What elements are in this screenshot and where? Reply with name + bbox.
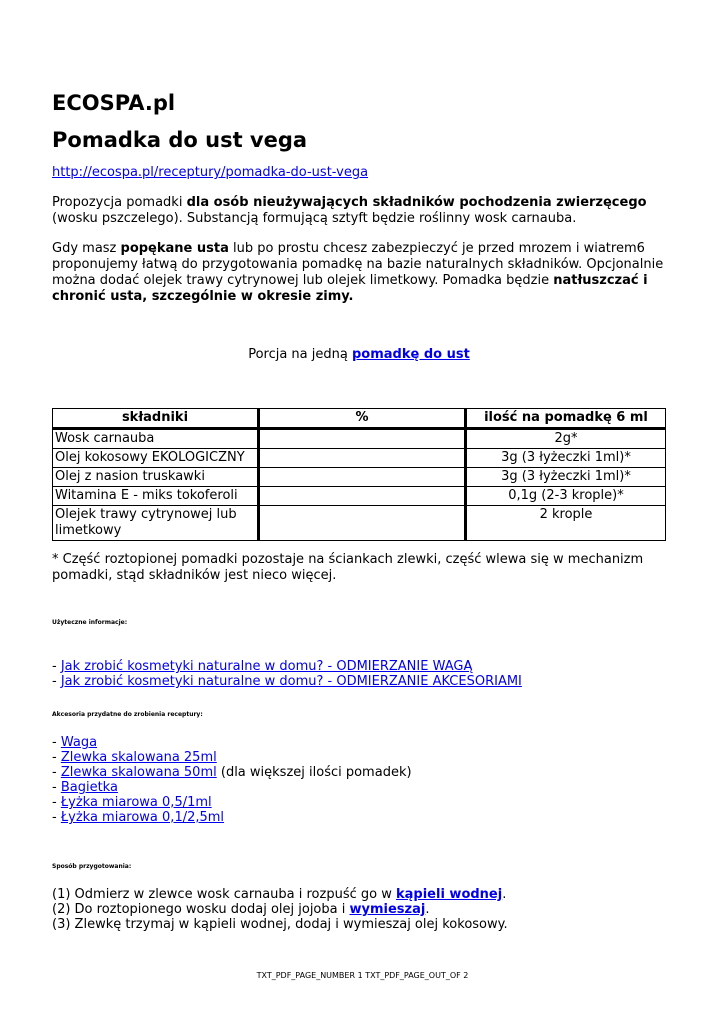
table-row (53, 487, 666, 506)
table-cell (259, 487, 466, 506)
list-item: - Bagietka (52, 780, 118, 795)
accessory-link[interactable]: Zlewka skalowana 50ml (60, 765, 217, 780)
site-title: ECOSPA.pl (52, 91, 176, 115)
table-cell: 0,1g (2-3 krople)* (466, 487, 666, 506)
table-cell: Olej kokosowy EKOLOGICZNY (53, 449, 259, 468)
method-steps-list (52, 887, 508, 932)
list-item (52, 902, 508, 917)
intro-bold-1: dla osób nieużywających składników pochodzenia zwierzęcego (186, 195, 647, 210)
list-item (52, 917, 508, 932)
step-text: (3) Zlewkę trzymaj w kąpieli wodnej, dodaj i wymieszaj olej kokosowy. (52, 917, 508, 932)
useful-link[interactable]: Jak zrobić kosmetyki naturalne w domu? - ODMIERZANIE AKCESORIAMI (60, 674, 522, 689)
list-item: - Zlewka skalowana 50ml (dla większej ilości pomadek) (52, 765, 412, 780)
table-cell (259, 449, 466, 468)
step-text: (1) Odmierz w zlewce wosk carnauba i rozpuść go w (52, 887, 396, 902)
table-cell (259, 429, 466, 449)
table-cell: Olejek trawy cytrynowej lub limetkowy (53, 506, 259, 541)
table-cell: Olej z nasion truskawki (53, 468, 259, 487)
table-cell: Witamina E - miks tokoferoli (53, 487, 259, 506)
table-row (53, 468, 666, 487)
list-item: - Jak zrobić kosmetyki naturalne w domu? - ODMIERZANIE WAGĄ (52, 659, 473, 674)
accessory-link[interactable]: Łyżka miarowa 0,1/2,5ml (60, 810, 225, 825)
footnote: * Część roztopionej pomadki pozostaje na ściankach zlewki, część wlewa się w mechanizm pomadki, stąd składników jest nieco więcej. (52, 552, 644, 583)
table-row (53, 429, 666, 449)
table-cell (259, 506, 466, 541)
table-row (53, 506, 666, 541)
portion-line (52, 347, 666, 362)
useful-links-list (52, 659, 522, 689)
step-suffix: . (502, 887, 507, 902)
table-cell: 2 krople (466, 506, 666, 541)
list-item: - Łyżka miarowa 0,1/2,5ml (52, 810, 225, 825)
table-cell: 2g* (466, 429, 666, 449)
table-header-cell: % (259, 409, 466, 429)
table-cell: 3g (3 łyżeczki 1ml)* (466, 449, 666, 468)
list-item: - Waga (52, 735, 98, 750)
desc-bold-2: natłuszczać i chronić usta, szczególnie w okresie zimy. (52, 273, 648, 304)
accessory-link[interactable]: Łyżka miarowa 0,5/1ml (60, 795, 212, 810)
portion-link[interactable]: pomadkę do ust (351, 347, 470, 362)
accessories-heading: Akcesoria przydatne do zrobienia receptury: (52, 711, 203, 718)
intro-text-2: (wosku pszczelego). Substancją formującą sztyft będzie roślinny wosk carnauba. (52, 211, 577, 226)
recipe-url-link[interactable]: http://ecospa.pl/receptury/pomadka-do-ust-vega (52, 165, 369, 180)
description-paragraph (52, 241, 666, 305)
method-heading: Sposób przygotowania: (52, 863, 132, 870)
desc-text-2: lub po prostu chcesz zabezpieczyć je przed mrozem i wiatrem6 proponujemy łatwą do przygotowania pomadkę na bazie naturalnych składników. Opcjonalnie można dodać olejek trawy cytrynowej lub olejek limetkowy. Pomadka będzie (52, 241, 664, 288)
useful-link[interactable]: Jak zrobić kosmetyki naturalne w domu? - ODMIERZANIE WAGĄ (60, 659, 473, 674)
step-link[interactable]: wymieszaj (349, 902, 426, 917)
page-footer: TXT_PDF_PAGE_NUMBER 1 TXT_PDF_PAGE_OUT_OF 2 (256, 971, 469, 980)
accessory-link[interactable]: Bagietka (60, 780, 118, 795)
intro-paragraph (52, 195, 666, 227)
list-item: - Jak zrobić kosmetyki naturalne w domu? - ODMIERZANIE AKCESORIAMI (52, 674, 522, 689)
table-header-cell: składniki (53, 409, 259, 429)
step-link[interactable]: kąpieli wodnej (396, 887, 503, 902)
table-cell: Wosk carnauba (53, 429, 259, 449)
table-header-cell: ilość na pomadkę 6 ml (466, 409, 666, 429)
list-item: - Zlewka skalowana 25ml (52, 750, 217, 765)
step-text: (2) Do roztopionego wosku dodaj olej jojoba i (52, 902, 350, 917)
intro-text-1: Propozycja pomadki (52, 195, 187, 210)
accessory-link[interactable]: Zlewka skalowana 25ml (60, 750, 217, 765)
list-item: - Łyżka miarowa 0,5/1ml (52, 795, 212, 810)
table-row (53, 449, 666, 468)
table-cell: 3g (3 łyżeczki 1ml)* (466, 468, 666, 487)
document-title: Pomadka do ust vega (52, 128, 308, 152)
useful-info-heading: Użyteczne informacje: (52, 619, 128, 626)
desc-bold-1: popękane usta (120, 241, 229, 256)
ingredients-table (52, 408, 666, 541)
accessory-link[interactable]: Waga (60, 735, 98, 750)
table-header-row (53, 409, 666, 429)
step-suffix: . (425, 902, 430, 917)
desc-text-1: Gdy masz (52, 241, 121, 256)
list-item (52, 887, 508, 902)
accessory-extra: (dla większej ilości pomadek) (216, 765, 412, 780)
accessories-list (52, 735, 412, 825)
portion-text: Porcja na jedną (248, 347, 352, 362)
table-cell (259, 468, 466, 487)
